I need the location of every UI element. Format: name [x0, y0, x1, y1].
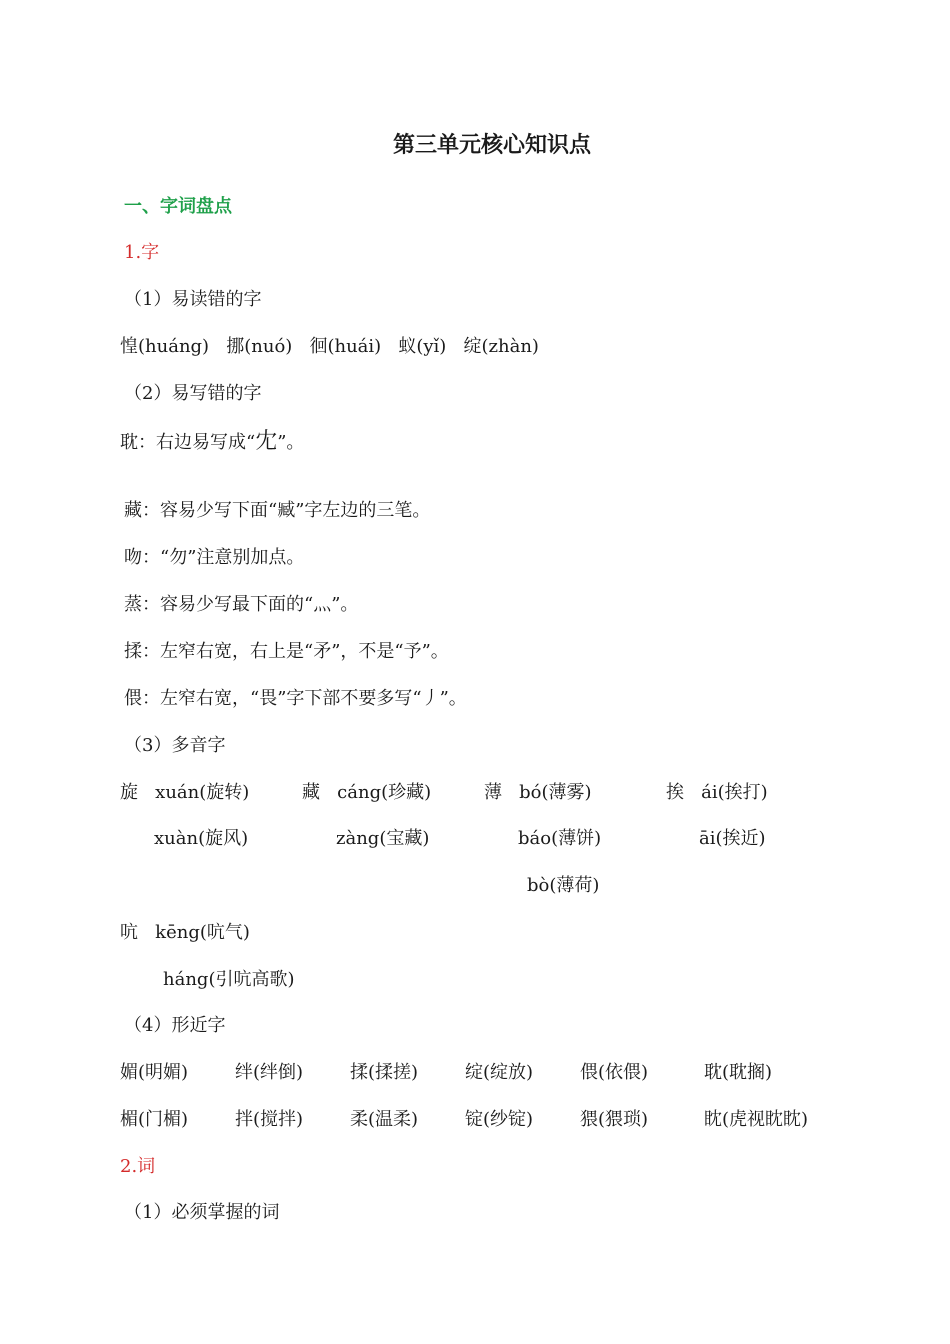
similar-cell: 楣(门楣) [120, 1109, 189, 1130]
similar-cell: 绊(绊倒) [235, 1062, 304, 1083]
polyphone-cell: xuàn(旋风) [154, 828, 249, 849]
polyphone-cell: bò(薄荷) [527, 875, 600, 896]
similar-cell: 绽(绽放) [465, 1062, 534, 1083]
easy-write-item: 蒸：容易少写最下面的“灬”。 [124, 594, 359, 615]
heading-easy-read: （1）易读错的字 [124, 289, 262, 310]
heading-polyphone: （3）多音字 [124, 735, 226, 756]
similar-cell: 偎(依偎) [580, 1062, 649, 1083]
section-heading-words: 一、字词盘点 [124, 196, 232, 217]
similar-cell: 猥(猥琐) [580, 1109, 649, 1130]
easy-write-item: 耽：右边易写成“冘”。 [120, 429, 305, 454]
heading-easy-write: （2）易写错的字 [124, 383, 262, 404]
polyphone-cell: zàng(宝藏) [336, 828, 430, 849]
heading-must-master: （1）必须掌握的词 [124, 1202, 280, 1223]
similar-cell: 媚(明媚) [120, 1062, 189, 1083]
polyphone-cell: 旋 xuán(旋转) [120, 782, 250, 803]
easy-read-line: 惶(huáng) 挪(nuó) 徊(huái) 蚁(yǐ) 绽(zhàn) [120, 336, 539, 357]
subheading-words: 2.词 [120, 1156, 156, 1177]
easy-write-item: 藏：容易少写下面“臧”字左边的三笔。 [124, 500, 431, 521]
page-title: 第三单元核心知识点 [392, 133, 591, 158]
polyphone-cell: āi(挨近) [699, 828, 766, 849]
similar-cell: 耽(耽搁) [704, 1062, 773, 1083]
easy-write-item: 吻：“勿”注意别加点。 [124, 547, 305, 568]
subheading-characters: 1.字 [124, 242, 160, 263]
heading-similar: （4）形近字 [124, 1015, 226, 1036]
easy-write-item: 偎：左窄右宽，“畏”字下部不要多写“丿”。 [124, 688, 467, 709]
polyphone-cell: 藏 cáng(珍藏) [302, 782, 432, 803]
easy-write-item: 揉：左窄右宽，右上是“矛”，不是“予”。 [124, 641, 449, 662]
similar-cell: 锭(纱锭) [465, 1109, 534, 1130]
similar-cell: 揉(揉搓) [350, 1062, 419, 1083]
polyphone-cell: 挨 ái(挨打) [666, 782, 768, 803]
polyphone-cell: 薄 bó(薄雾) [484, 782, 592, 803]
polyphone-cell: 吭 kēng(吭气) [120, 922, 250, 943]
special-char: 冘 [255, 429, 278, 454]
polyphone-cell: háng(引吭高歌) [163, 969, 295, 990]
similar-cell: 眈(虎视眈眈) [704, 1109, 809, 1130]
similar-cell: 拌(搅拌) [235, 1109, 304, 1130]
similar-cell: 柔(温柔) [350, 1109, 419, 1130]
polyphone-cell: báo(薄饼) [518, 828, 602, 849]
